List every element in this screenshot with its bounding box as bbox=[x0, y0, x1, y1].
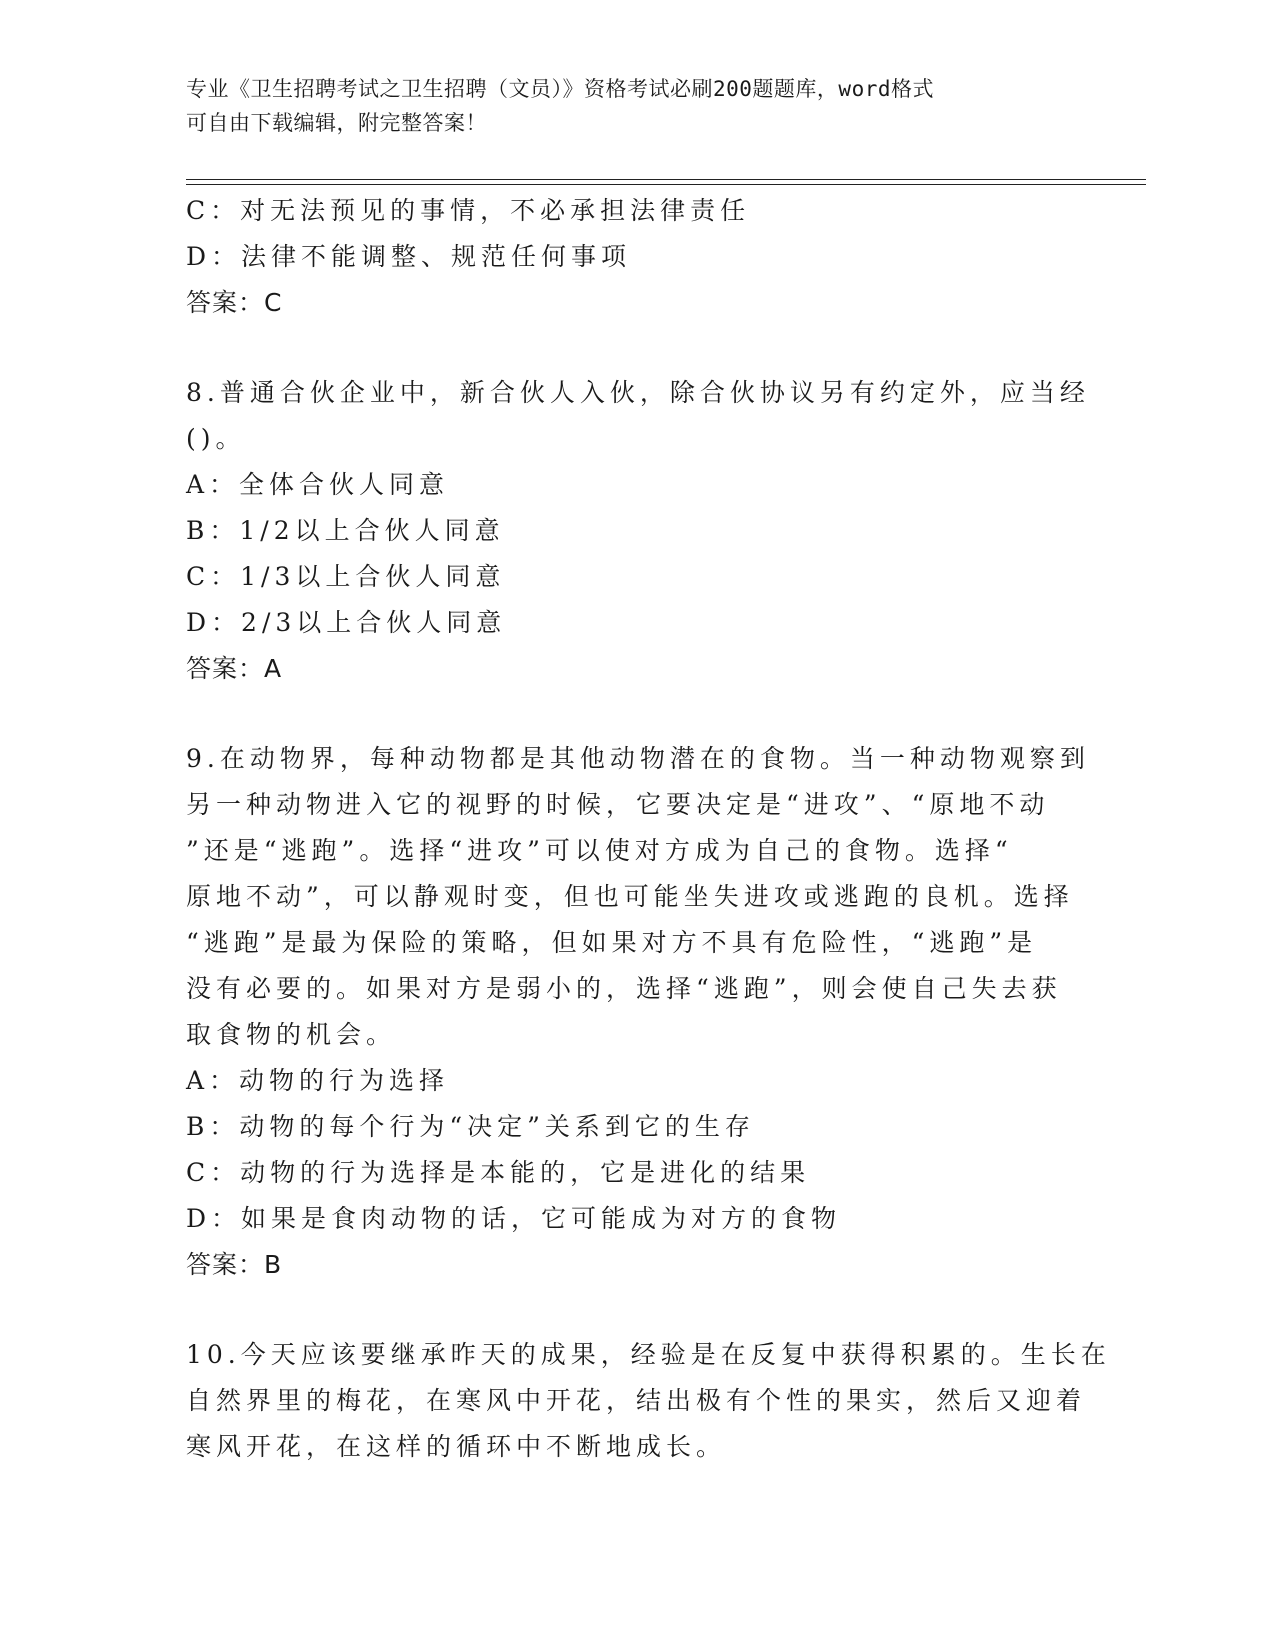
q9-stem-line-4: 原地不动”，可以静观时变，但也可能坐失进攻或逃跑的良机。选择 bbox=[186, 882, 1074, 911]
q9-option-b: B：动物的每个行为“决定”关系到它的生存 bbox=[186, 1112, 755, 1141]
q8-stem-line-1: 8.普通合伙企业中，新合伙人入伙，除合伙协议另有约定外，应当经 bbox=[186, 378, 1090, 407]
q7-option-c: C：对无法预见的事情，不必承担法律责任 bbox=[186, 196, 751, 225]
q8-option-d: D：2/3以上合伙人同意 bbox=[186, 608, 507, 637]
q10-stem-line-2: 自然界里的梅花，在寒风中开花，结出极有个性的果实，然后又迎着 bbox=[186, 1386, 1087, 1415]
header-line-2: 可自由下载编辑，附完整答案！ bbox=[186, 111, 487, 135]
q9-stem-line-6: 没有必要的。如果对方是弱小的，选择“逃跑”，则会使自己失去获 bbox=[186, 974, 1062, 1003]
q9-stem-line-2: 另一种动物进入它的视野的时候，它要决定是“进攻”、“原地不动 bbox=[186, 790, 1050, 819]
q8-option-b: B：1/2以上合伙人同意 bbox=[186, 516, 505, 545]
q8-option-c: C：1/3以上合伙人同意 bbox=[186, 562, 506, 591]
question-body bbox=[186, 188, 1111, 1470]
spacer bbox=[186, 1288, 1086, 1332]
q9-stem-line-5: “逃跑”是最为保险的策略，但如果对方不具有危险性，“逃跑”是 bbox=[186, 928, 1038, 957]
document-header bbox=[186, 72, 1066, 140]
q9-stem-line-7: 取食物的机会。 bbox=[186, 1020, 397, 1049]
spacer bbox=[186, 692, 1086, 736]
q7-option-d: D：法律不能调整、规范任何事项 bbox=[186, 242, 632, 271]
q9-stem-line-1: 9.在动物界，每种动物都是其他动物潜在的食物。当一种动物观察到 bbox=[186, 744, 1090, 773]
q9-stem-line-3: ”还是“逃跑”。选择“进攻”可以使对方成为自己的食物。选择“ bbox=[186, 836, 1013, 865]
q8-answer: 答案：A bbox=[186, 654, 283, 683]
header-line-1: 专业《卫生招聘考试之卫生招聘（文员）》资格考试必刷200题题库，word格式 bbox=[186, 77, 934, 101]
q9-option-a: A：动物的行为选择 bbox=[186, 1066, 450, 1095]
q8-stem-line-2: ()。 bbox=[186, 424, 246, 453]
q10-stem-line-1: 10.今天应该要继承昨天的成果，经验是在反复中获得积累的。生长在 bbox=[186, 1340, 1111, 1369]
q9-answer: 答案：B bbox=[186, 1250, 283, 1279]
q9-option-c: C：动物的行为选择是本能的，它是进化的结果 bbox=[186, 1158, 811, 1187]
header-divider-top bbox=[186, 179, 1146, 180]
q7-answer: 答案：C bbox=[186, 288, 283, 317]
q8-option-a: A：全体合伙人同意 bbox=[186, 470, 450, 499]
q10-stem-line-3: 寒风开花，在这样的循环中不断地成长。 bbox=[186, 1432, 727, 1461]
q9-option-d: D：如果是食肉动物的话，它可能成为对方的食物 bbox=[186, 1204, 842, 1233]
header-divider-bottom bbox=[186, 184, 1146, 185]
spacer bbox=[186, 326, 1086, 370]
